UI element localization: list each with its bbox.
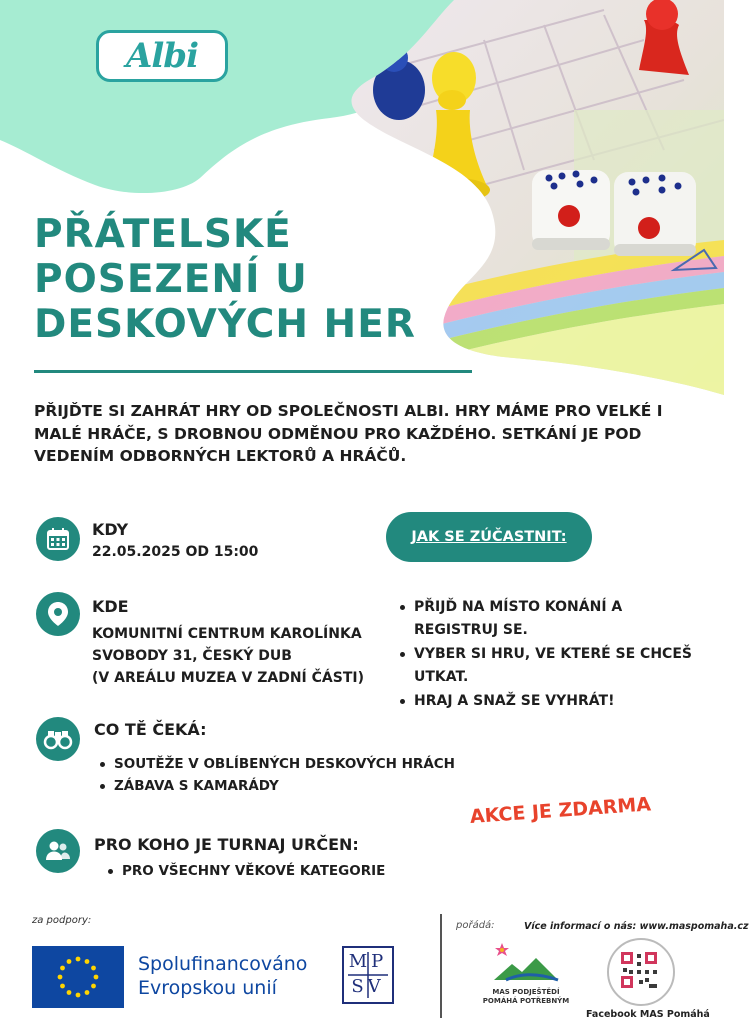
albi-logo-text: Albi <box>126 36 198 76</box>
mas-name <box>476 988 576 1006</box>
more-info-text: Více informací o nás: www.maspomaha.cz <box>524 921 749 932</box>
step-line: VYBER SI HRU, VE KTERÉ SE CHCEŠ <box>414 646 692 662</box>
address-line: KOMUNITNÍ CENTRUM KAROLÍNKA <box>92 626 362 642</box>
eu-cofinanced-text <box>138 952 307 1000</box>
eu-flag-icon <box>32 946 124 1008</box>
users-icon <box>36 829 80 873</box>
audience-heading: PRO KOHO JE TURNAJ URČEN: <box>94 835 359 854</box>
mpsv-logo <box>342 946 394 1004</box>
calendar-icon <box>36 517 80 561</box>
title-line: PŘÁTELSKÉ <box>34 212 292 257</box>
free-event-label: AKCE JE ZDARMA <box>469 793 652 828</box>
intro-line: MALÉ HRÁČE, S DROBNOU ODMĚNOU PRO KAŽDÉHO. SETKÁNÍ JE POD <box>34 424 642 443</box>
expect-list <box>96 753 516 797</box>
facebook-label: Facebook MAS Pomáhá <box>586 1009 710 1020</box>
organizes-label: pořádá: <box>456 920 495 931</box>
footer-divider <box>440 914 442 1018</box>
where-heading: KDE <box>92 597 129 616</box>
list-item <box>396 596 716 641</box>
mpsv-logo-line: MP <box>348 951 388 972</box>
step-line: HRAJ A SNAŽ SE VYHRÁT! <box>414 693 615 709</box>
address-line: SVOBODY 31, ČESKÝ DUB <box>92 648 292 664</box>
event-title <box>34 212 474 347</box>
mpsv-logo-line: SV <box>351 976 385 997</box>
list-item <box>396 643 716 688</box>
intro-text <box>34 400 694 468</box>
join-steps-list <box>396 596 716 715</box>
step-line: REGISTRUJ SE. <box>414 621 528 638</box>
where-address <box>92 623 364 689</box>
list-item <box>396 690 716 713</box>
title-underline <box>34 370 472 373</box>
address-line: (V AREÁLU MUZEA V ZADNÍ ČÁSTI) <box>92 670 364 686</box>
location-pin-icon <box>36 592 80 636</box>
list-item: PRO VŠECHNY VĚKOVÉ KATEGORIE <box>104 860 424 882</box>
expect-heading: CO TĚ ČEKÁ: <box>94 720 207 739</box>
title-line: POSEZENÍ U <box>34 257 308 302</box>
list-item: SOUTĚŽE V OBLÍBENÝCH DESKOVÝCH HRÁCH <box>96 753 516 775</box>
mas-logo-icon <box>488 940 564 986</box>
binoculars-icon <box>36 717 80 761</box>
facebook-qr-code[interactable] <box>607 938 675 1006</box>
eu-text-line: Spolufinancováno <box>138 953 308 975</box>
how-to-join-label: JAK SE ZÚČASTNIT: <box>411 529 567 545</box>
how-to-join-button[interactable] <box>386 512 592 562</box>
intro-line: VEDENÍM ODBORNÝCH LEKTORŮ A HRÁČŮ. <box>34 447 407 465</box>
title-line: DESKOVÝCH HER <box>34 302 416 347</box>
when-value: 22.05.2025 OD 15:00 <box>92 544 259 560</box>
when-heading: KDY <box>92 520 129 539</box>
support-label: za podpory: <box>32 915 92 926</box>
list-item: ZÁBAVA S KAMARÁDY <box>96 775 516 797</box>
eu-text-line: Evropskou unií <box>138 977 277 999</box>
mas-name-line: POMÁHÁ POTŘEBNÝM <box>482 997 570 1005</box>
mas-name-line: MAS PODJEŠTĚDÍ <box>492 988 560 996</box>
albi-logo <box>96 30 228 82</box>
step-line: UTKAT. <box>414 668 469 685</box>
step-line: PŘIJĎ NA MÍSTO KONÁNÍ A <box>414 599 623 615</box>
intro-line: PŘIJĎTE SI ZAHRÁT HRY OD SPOLEČNOSTI ALBI. HRY MÁME PRO VELKÉ I <box>34 402 663 420</box>
audience-list <box>104 860 424 882</box>
